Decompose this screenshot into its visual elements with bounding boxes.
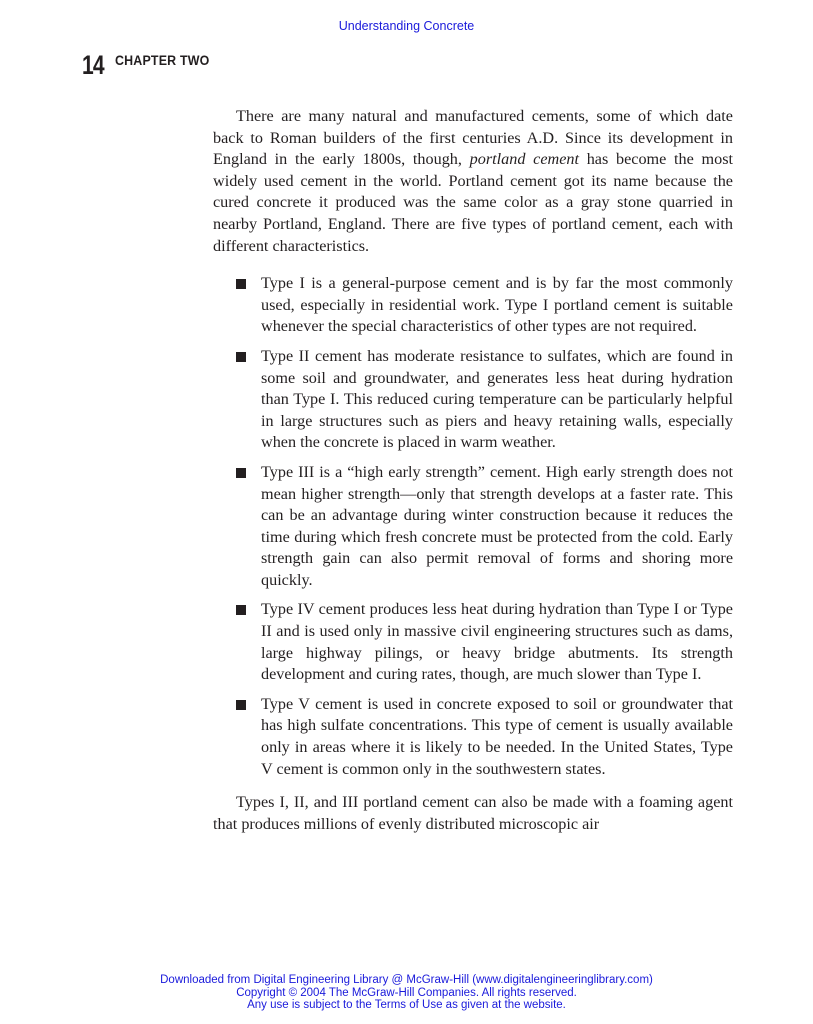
intro-text-end: has become the most widely used cement in the world. Portland cement got its name because the cured concrete it produced was the same color as a gray stone quarried in nearby Portland, England. There are five types of portland cement, each with different characteristics.: [213, 150, 733, 255]
list-item-type-1: [213, 273, 733, 338]
footer-download-link[interactable]: Downloaded from Digital Engineering Library @ McGraw-Hill (www.digitalengineeringlibrary.com): [160, 974, 653, 986]
list-item-type-5: [213, 694, 733, 780]
intro-paragraph: [213, 106, 733, 257]
list-item-text: Type III is a “high early strength” cement. High early strength does not mean higher strength—only that strength develops at a faster rate. This can be an advantage during winter construction because it reduces the time during which fresh concrete must be protected from the cold. Early strength gain can also permit removal of forms and shoring more quickly.: [261, 462, 733, 589]
list-item-text: Type I is a general-purpose cement and is by far the most commonly used, especially in residential work. Type I portland cement is suitable whenever the special characteristics of other types are not required.: [261, 274, 733, 336]
body-text: [213, 106, 733, 835]
chapter-label: CHAPTER TWO: [115, 53, 210, 68]
list-item-type-4: [213, 599, 733, 685]
footer-terms-link[interactable]: Any use is subject to the Terms of Use as given at the website.: [247, 999, 566, 1011]
square-bullet-icon: [236, 279, 246, 289]
book-title-link[interactable]: Understanding Concrete: [338, 19, 475, 33]
square-bullet-icon: [236, 352, 246, 362]
footer-copyright: Copyright © 2004 The McGraw-Hill Companies. All rights reserved.: [236, 986, 577, 999]
intro-emphasis: portland cement: [469, 150, 579, 169]
closing-paragraph: Types I, II, and III portland cement can also be made with a foaming agent that produces millions of evenly distributed microscopic air: [213, 793, 733, 833]
list-item-type-2: [213, 346, 733, 454]
list-item-text: Type IV cement produces less heat during hydration than Type I or Type II and is used only in massive civil engineering structures such as dams, large highway pilings, or heavy bridge abutments. Its strength development and curing rates, though, are much slower than Type I.: [261, 600, 733, 684]
list-item-type-3: [213, 462, 733, 592]
list-item-text: Type V cement is used in concrete exposed to soil or groundwater that has high sulfate concentrations. This type of cement is usually available only in areas where it is likely to be needed. In the United States, Type V cement is common only in the southwestern states.: [261, 694, 733, 778]
footer: [0, 974, 813, 1012]
list-item-text: Type II cement has moderate resistance to sulfates, which are found in some soil and groundwater, and generates less heat during hydration than Type I. This reduced curing temperature can be particularly helpful in large structures such as piers and heavy retaining walls, especially when the concrete is placed in warm weather.: [261, 346, 733, 452]
intro-text-start: There are many natural and manufactured cements, some of which date back to Roman builders of the first centuries A.D. Since its development in England in the early 1800s, though,: [213, 107, 733, 169]
square-bullet-icon: [236, 605, 246, 615]
page-number: 14: [82, 50, 104, 80]
square-bullet-icon: [236, 700, 246, 710]
cement-types-list: [213, 273, 733, 780]
square-bullet-icon: [236, 468, 246, 478]
